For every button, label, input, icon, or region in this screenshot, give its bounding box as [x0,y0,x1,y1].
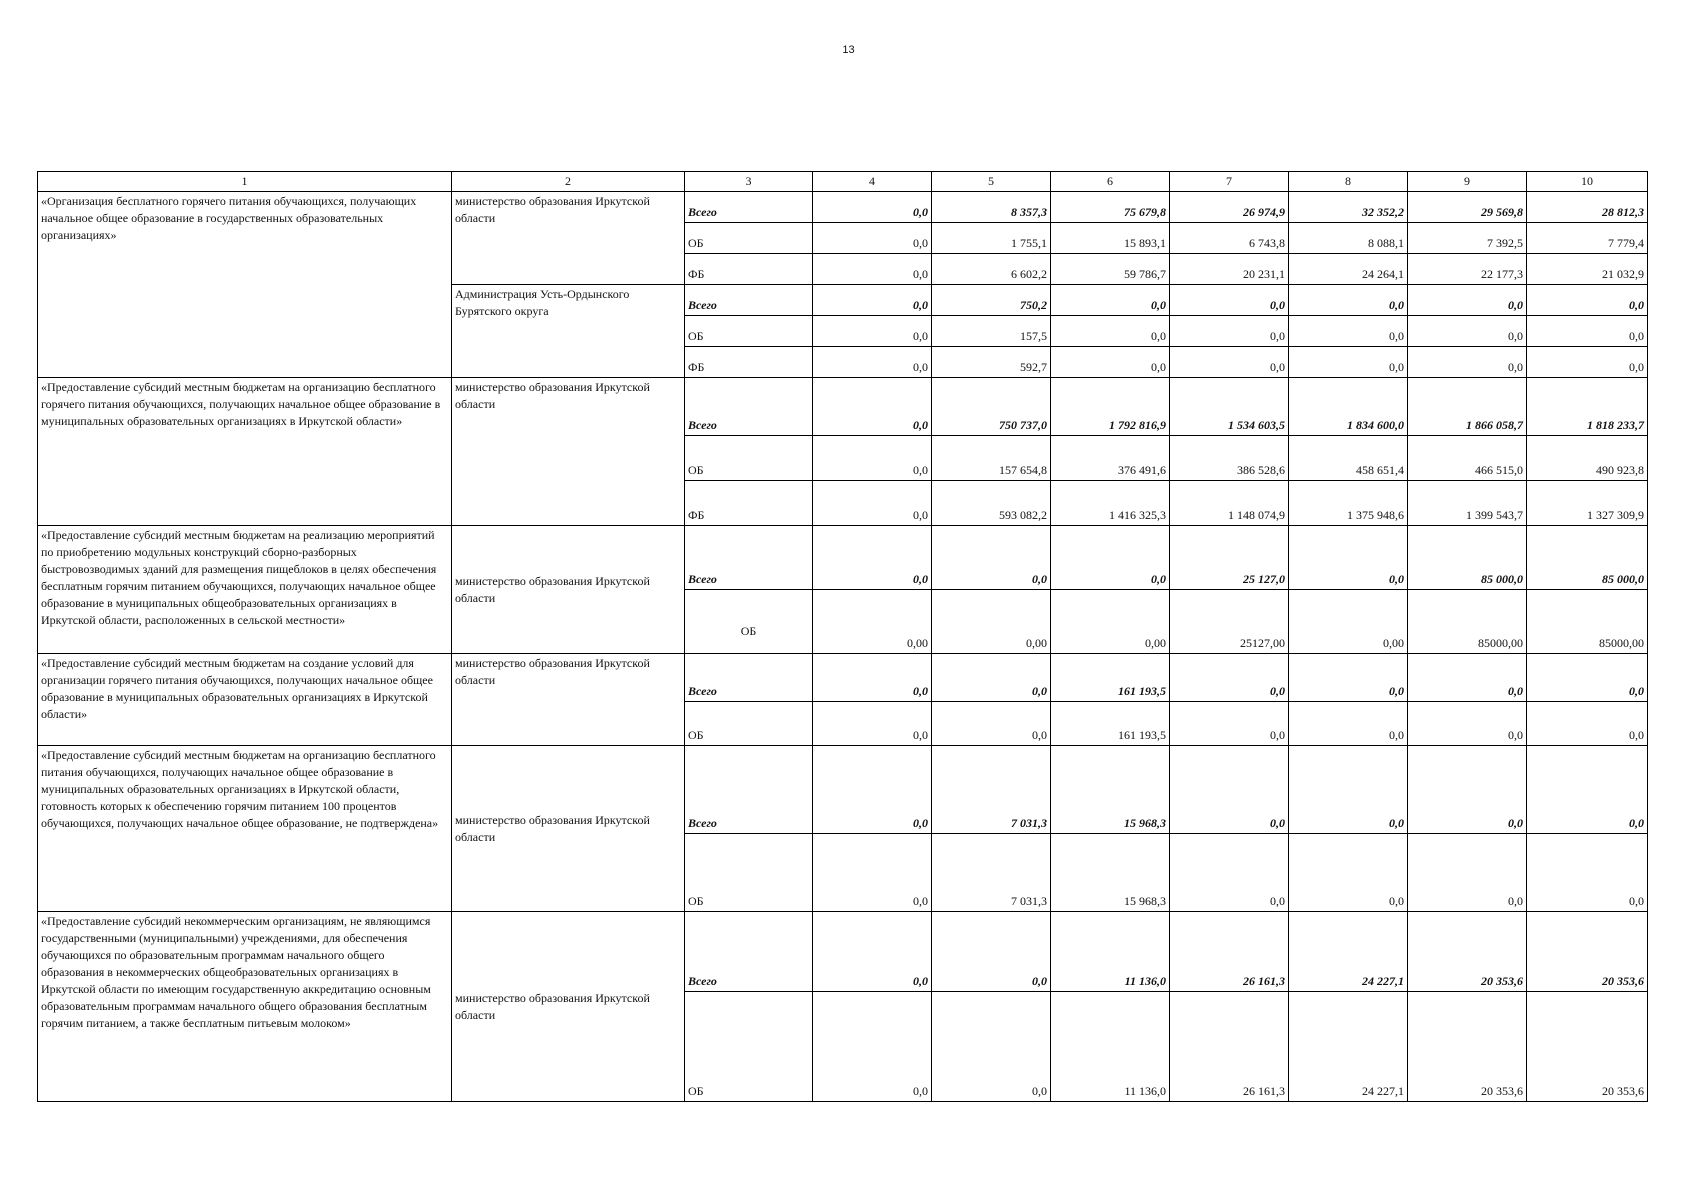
value-cell: 1 866 058,7 [1408,378,1527,436]
value-cell: 0,0 [1527,654,1648,702]
value-cell: 0,0 [1289,746,1408,834]
value-cell: 0,0 [1289,347,1408,378]
table-row [38,912,1648,992]
value-cell: 0,0 [1170,702,1289,746]
page-number: 13 [842,44,855,56]
funding-type: ОБ [685,702,813,746]
value-cell: 0,0 [813,192,932,223]
responsible-organization: министерство образования Иркутской области [452,526,685,654]
column-header: 10 [1527,172,1648,192]
value-cell: 0,0 [813,992,932,1102]
value-cell: 26 161,3 [1170,912,1289,992]
value-cell: 0,00 [1051,590,1170,654]
value-cell: 0,0 [813,254,932,285]
funding-type: Всего [685,192,813,223]
value-cell: 0,0 [1051,347,1170,378]
value-cell: 0,0 [813,481,932,526]
value-cell: 0,0 [1289,285,1408,316]
funding-type: Всего [685,378,813,436]
value-cell: 24 227,1 [1289,912,1408,992]
table-row [38,526,1648,590]
value-cell: 20 353,6 [1408,992,1527,1102]
value-cell: 0,0 [1527,746,1648,834]
value-cell: 0,00 [1289,590,1408,654]
value-cell: 1 416 325,3 [1051,481,1170,526]
value-cell: 0,0 [1408,347,1527,378]
value-cell: 0,0 [1051,285,1170,316]
value-cell: 376 491,6 [1051,436,1170,481]
value-cell: 750 737,0 [932,378,1051,436]
funding-type: ОБ [685,436,813,481]
value-cell: 0,0 [1527,834,1648,912]
value-cell: 0,0 [813,223,932,254]
column-header: 5 [932,172,1051,192]
funding-type: ОБ [685,992,813,1102]
value-cell: 0,0 [1170,654,1289,702]
value-cell: 0,0 [1170,834,1289,912]
value-cell: 458 651,4 [1289,436,1408,481]
value-cell: 490 923,8 [1527,436,1648,481]
value-cell: 7 031,3 [932,746,1051,834]
responsible-organization: министерство образования Иркутской области [452,746,685,912]
value-cell: 161 193,5 [1051,702,1170,746]
value-cell: 0,0 [813,436,932,481]
value-cell: 1 755,1 [932,223,1051,254]
value-cell: 157,5 [932,316,1051,347]
value-cell: 11 136,0 [1051,992,1170,1102]
value-cell: 25 127,0 [1170,526,1289,590]
column-header: 9 [1408,172,1527,192]
funding-type: Всего [685,654,813,702]
value-cell: 0,0 [1170,285,1289,316]
activity-description: «Организация бесплатного горячего питания обучающихся, получающих начальное общее образование в государственных образовательных организациях» [38,192,452,378]
activity-description: «Предоставление субсидий местным бюджетам на организацию бесплатного горячего питания обучающихся, получающих начальное общее образование в муниципальных образовательных организациях в Иркутской области» [38,378,452,526]
column-header: 6 [1051,172,1170,192]
funding-type: ОБ [685,316,813,347]
value-cell: 0,0 [1289,834,1408,912]
value-cell: 0,0 [1527,702,1648,746]
value-cell: 0,0 [813,702,932,746]
value-cell: 8 357,3 [932,192,1051,223]
value-cell: 15 968,3 [1051,834,1170,912]
value-cell: 161 193,5 [1051,654,1170,702]
funding-type: Всего [685,746,813,834]
value-cell: 0,0 [1527,285,1648,316]
value-cell: 0,0 [813,526,932,590]
value-cell: 466 515,0 [1408,436,1527,481]
value-cell: 0,0 [1408,746,1527,834]
funding-type: ФБ [685,254,813,285]
value-cell: 7 392,5 [1408,223,1527,254]
value-cell: 85 000,0 [1527,526,1648,590]
table-row [38,746,1648,834]
value-cell: 0,00 [932,590,1051,654]
value-cell: 20 231,1 [1170,254,1289,285]
funding-type: ОБ [740,624,757,638]
value-cell: 20 353,6 [1408,912,1527,992]
funding-type: ФБ [685,347,813,378]
value-cell: 0,0 [813,912,932,992]
value-cell: 0,0 [932,702,1051,746]
value-cell: 386 528,6 [1170,436,1289,481]
value-cell: 6 743,8 [1170,223,1289,254]
value-cell: 75 679,8 [1051,192,1170,223]
value-cell: 0,0 [1051,316,1170,347]
value-cell: 0,0 [813,285,932,316]
value-cell: 1 792 816,9 [1051,378,1170,436]
column-header: 8 [1289,172,1408,192]
value-cell: 0,0 [1527,316,1648,347]
value-cell: 0,0 [813,316,932,347]
value-cell: 29 569,8 [1408,192,1527,223]
column-header: 3 [685,172,813,192]
table-row [38,378,1648,436]
value-cell: 22 177,3 [1408,254,1527,285]
value-cell: 1 534 603,5 [1170,378,1289,436]
value-cell: 0,0 [1527,347,1648,378]
funding-type: Всего [685,285,813,316]
value-cell: 0,0 [1289,702,1408,746]
value-cell: 0,0 [1408,316,1527,347]
funding-type: ФБ [685,481,813,526]
value-cell: 0,0 [1408,654,1527,702]
value-cell: 25127,00 [1170,590,1289,654]
value-cell: 0,0 [1170,316,1289,347]
value-cell: 85000,00 [1527,590,1648,654]
value-cell: 0,0 [932,654,1051,702]
value-cell: 26 974,9 [1170,192,1289,223]
responsible-organization: Администрация Усть-Ордынского Бурятского округа [452,285,685,378]
value-cell: 20 353,6 [1527,992,1648,1102]
value-cell: 8 088,1 [1289,223,1408,254]
responsible-organization: министерство образования Иркутской области [452,654,685,746]
table-row [38,654,1648,702]
value-cell: 0,0 [1170,347,1289,378]
value-cell: 0,0 [813,746,932,834]
value-cell: 24 264,1 [1289,254,1408,285]
value-cell: 1 148 074,9 [1170,481,1289,526]
value-cell: 0,0 [813,347,932,378]
value-cell: 26 161,3 [1170,992,1289,1102]
value-cell: 1 375 948,6 [1289,481,1408,526]
responsible-organization: министерство образования Иркутской области [452,192,685,285]
activity-description: «Предоставление субсидий некоммерческим организациям, не являющимся государственными (муниципальными) учреждениями, для обеспечения обучающихся по образовательным программам начального общего образования в некоммерческих общеобразовательных организациях в Иркутской области по имеющим государственную аккредитацию основным образовательным программам начального общего образования бесплатным горячим питанием, а также бесплатным питьевым молоком» [38,912,452,1102]
value-cell: 0,00 [813,590,932,654]
value-cell: 85 000,0 [1408,526,1527,590]
value-cell: 0,0 [1170,746,1289,834]
value-cell: 0,0 [1051,526,1170,590]
value-cell: 1 834 600,0 [1289,378,1408,436]
value-cell: 7 031,3 [932,834,1051,912]
value-cell: 593 082,2 [932,481,1051,526]
funding-type: Всего [685,912,813,992]
value-cell: 15 893,1 [1051,223,1170,254]
value-cell: 0,0 [813,378,932,436]
value-cell: 1 327 309,9 [1527,481,1648,526]
value-cell: 0,0 [1408,702,1527,746]
value-cell: 32 352,2 [1289,192,1408,223]
value-cell: 1 818 233,7 [1527,378,1648,436]
value-cell: 0,0 [1289,316,1408,347]
column-header: 2 [452,172,685,192]
value-cell: 750,2 [932,285,1051,316]
value-cell: 0,0 [932,912,1051,992]
value-cell: 0,0 [1289,654,1408,702]
funding-type: ОБ [685,834,813,912]
value-cell: 0,0 [1408,285,1527,316]
value-cell: 6 602,2 [932,254,1051,285]
header-row [38,172,1648,192]
budget-table [37,171,1648,1102]
value-cell: 0,0 [1289,526,1408,590]
column-header: 1 [38,172,452,192]
value-cell: 59 786,7 [1051,254,1170,285]
value-cell: 0,0 [932,992,1051,1102]
value-cell: 0,0 [932,526,1051,590]
value-cell: 21 032,9 [1527,254,1648,285]
column-header: 7 [1170,172,1289,192]
value-cell: 20 353,6 [1527,912,1648,992]
value-cell: 0,0 [813,654,932,702]
value-cell: 24 227,1 [1289,992,1408,1102]
value-cell: 15 968,3 [1051,746,1170,834]
value-cell: 28 812,3 [1527,192,1648,223]
value-cell: 157 654,8 [932,436,1051,481]
responsible-organization: министерство образования Иркутской области [452,912,685,1102]
value-cell: 85000,00 [1408,590,1527,654]
value-cell: 1 399 543,7 [1408,481,1527,526]
value-cell: 7 779,4 [1527,223,1648,254]
value-cell: 0,0 [813,834,932,912]
activity-description: «Предоставление субсидий местным бюджетам на создание условий для организации горячего питания обучающихся, получающих начальное общее образование в муниципальных образовательных организациях в Иркутской области» [38,654,452,746]
responsible-organization: министерство образования Иркутской области [452,378,685,526]
table-row [38,192,1648,223]
column-header: 4 [813,172,932,192]
value-cell: 0,0 [1408,834,1527,912]
funding-type: Всего [685,526,813,590]
value-cell: 592,7 [932,347,1051,378]
activity-description: «Предоставление субсидий местным бюджетам на реализацию мероприятий по приобретению модульных конструкций сборно-разборных быстровозводимых зданий для размещения пищеблоков в целях обеспечения бесплатным горячим питанием обучающихся, получающих начальное общее образование в муниципальных общеобразовательных организациях в Иркутской области, расположенных в сельской местности» [38,526,452,654]
activity-description: «Предоставление субсидий местным бюджетам на организацию бесплатного питания обучающихся, получающих начальное общее образование в муниципальных образовательных организациях в Иркутской области, готовность которых к обеспечению горячим питанием 100 процентов обучающихся, получающих начальное общее образование, не подтверждена» [38,746,452,912]
funding-type: ОБ [685,223,813,254]
value-cell: 11 136,0 [1051,912,1170,992]
